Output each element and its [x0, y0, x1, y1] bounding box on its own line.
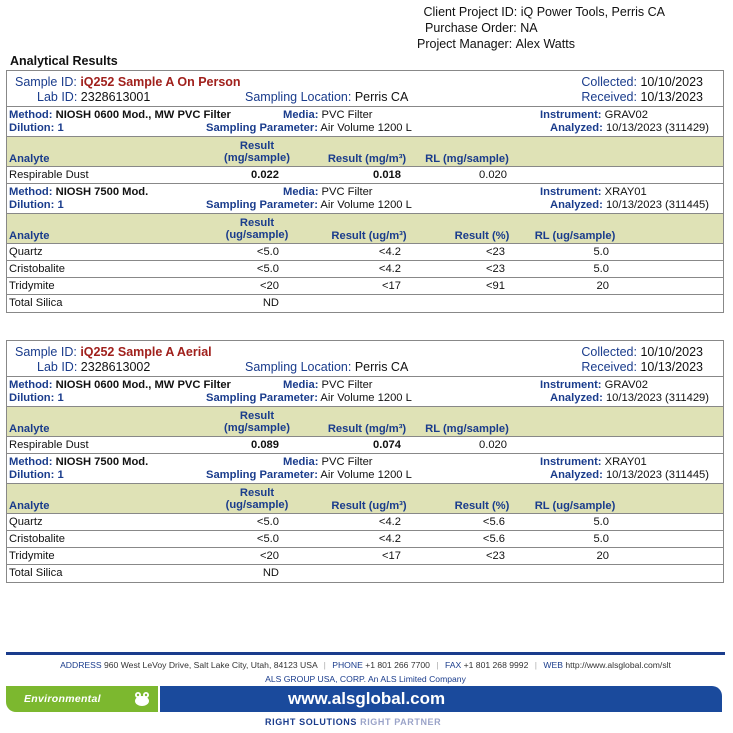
sampling-parameter-value: Air Volume 1200 L: [320, 469, 412, 481]
table-header: [7, 137, 723, 167]
project-manager-row: [417, 36, 665, 52]
purchase-order-value: NA: [520, 21, 538, 35]
client-project-value: iQ Power Tools, Perris CA: [520, 5, 666, 19]
method-row: [7, 107, 723, 137]
table-row: [7, 437, 723, 454]
sampling-parameter-value: Air Volume 1200 L: [320, 392, 412, 404]
tagline-light: RIGHT PARTNER: [360, 717, 442, 727]
result-cell: <5.0: [256, 246, 279, 258]
result-pct-cell: <23: [486, 246, 505, 258]
web-label: WEB: [543, 660, 563, 670]
url-banner: [160, 686, 722, 712]
table-row: [7, 295, 723, 312]
method-label: Method:: [9, 456, 53, 468]
result-cell: <20: [260, 280, 279, 292]
fax-value: +1 801 268 9992: [463, 660, 529, 670]
method-label: Method:: [9, 186, 53, 198]
sampling-parameter-value: Air Volume 1200 L: [320, 199, 412, 211]
sample-header: [7, 341, 723, 377]
fax-label: FAX: [444, 660, 462, 670]
result-m3-header: Result (ug/m³): [331, 230, 407, 242]
instrument-label: Instrument:: [540, 186, 602, 198]
analyte-cell: Quartz: [9, 516, 43, 528]
analyzed-value: 10/13/2023 (311445): [605, 469, 710, 481]
method-row: [7, 454, 723, 484]
sampling-parameter-label: Sampling Parameter:: [206, 199, 318, 211]
result-cell: <5.0: [256, 516, 279, 528]
sampling-location-row: [245, 360, 408, 374]
divider: |: [534, 660, 537, 670]
media-label: Media:: [283, 109, 319, 121]
result-pct-header: Result (%): [454, 230, 510, 242]
sampling-location-row: [245, 90, 408, 104]
analyzed-label: Analyzed:: [550, 199, 603, 211]
received-label: Received:: [581, 90, 637, 104]
analyte-cell: Tridymite: [9, 550, 55, 562]
analyte-cell: Total Silica: [9, 297, 63, 309]
rl-cell: 5.0: [593, 533, 609, 545]
method-row: [7, 184, 723, 214]
website-url[interactable]: www.alsglobal.com: [288, 689, 446, 708]
analyte-cell: Cristobalite: [9, 533, 65, 545]
sampling-location-label: Sampling Location:: [245, 90, 352, 104]
project-manager-value: Alex Watts: [515, 37, 575, 51]
table-row: [7, 167, 723, 184]
media-label: Media:: [283, 379, 319, 391]
result-header-line1: Result: [239, 487, 275, 499]
dilution-value: 1: [57, 392, 64, 404]
lab-id-row: [37, 90, 150, 104]
table-header: [7, 214, 723, 244]
media-value: PVC Filter: [321, 456, 373, 468]
result-cell: <20: [260, 550, 279, 562]
result-pct-cell: <5.6: [482, 516, 505, 528]
result-cell: <5.0: [256, 533, 279, 545]
result-m3-cell: <17: [382, 280, 401, 292]
lab-id-label: Lab ID:: [37, 360, 78, 374]
frog-icon: [132, 690, 152, 708]
media-label: Media:: [283, 186, 319, 198]
result-cell: <5.0: [256, 263, 279, 275]
sampling-location-value: Perris CA: [354, 90, 409, 104]
method-row: [7, 377, 723, 407]
collected-label: Collected:: [581, 75, 637, 89]
web-link[interactable]: http://www.alsglobal.com/slt: [565, 660, 671, 670]
table-row: [7, 244, 723, 261]
analyte-header: Analyte: [9, 500, 50, 512]
result-header: [207, 487, 307, 511]
sample-id-row: [15, 345, 212, 359]
project-manager-label: Project Manager:: [417, 37, 513, 51]
result-m3-cell: 0.018: [373, 169, 401, 181]
table-header: [7, 407, 723, 437]
media-value: PVC Filter: [321, 186, 373, 198]
sample-block: [6, 70, 724, 313]
tagline-bold: RIGHT SOLUTIONS: [265, 717, 357, 727]
analyzed-label: Analyzed:: [550, 392, 603, 404]
analyzed-value: 10/13/2023 (311429): [605, 392, 710, 404]
client-project-label: Client Project ID:: [423, 5, 518, 19]
section-title: Analytical Results: [10, 54, 118, 68]
method-value: NIOSH 0600 Mod., MW PVC Filter: [55, 379, 231, 391]
table-row: [7, 565, 723, 582]
sample-id-value: iQ252 Sample A On Person: [80, 75, 241, 89]
dilution-value: 1: [57, 469, 64, 481]
result-pct-cell: <23: [486, 550, 505, 562]
rl-cell: 0.020: [479, 169, 507, 181]
analyte-header: Analyte: [9, 153, 50, 165]
media-label: Media:: [283, 456, 319, 468]
instrument-label: Instrument:: [540, 456, 602, 468]
result-pct-cell: <91: [486, 280, 505, 292]
analyzed-value: 10/13/2023 (311445): [605, 199, 710, 211]
media-value: PVC Filter: [321, 379, 373, 391]
environmental-banner: [6, 686, 158, 712]
address-label: ADDRESS: [60, 660, 102, 670]
rl-cell: 5.0: [593, 516, 609, 528]
instrument-value: XRAY01: [604, 456, 647, 468]
result-pct-cell: <5.6: [482, 533, 505, 545]
method-value: NIOSH 7500 Mod.: [55, 186, 149, 198]
dilution-label: Dilution:: [9, 122, 55, 134]
rl-cell: 20: [596, 550, 609, 562]
sampling-location-value: Perris CA: [354, 360, 409, 374]
divider: |: [323, 660, 326, 670]
table-header: [7, 484, 723, 514]
footer-rule: [6, 652, 725, 655]
result-header-line1: Result: [239, 140, 275, 152]
result-m3-cell: <4.2: [378, 516, 401, 528]
sample-block: [6, 340, 724, 583]
analyte-cell: Tridymite: [9, 280, 55, 292]
result-m3-cell: 0.074: [373, 439, 401, 451]
lab-id-label: Lab ID:: [37, 90, 78, 104]
result-header: [207, 410, 307, 434]
analyte-cell: Cristobalite: [9, 263, 65, 275]
rl-header: RL (ug/sample): [534, 230, 616, 242]
sampling-parameter-label: Sampling Parameter:: [206, 469, 318, 481]
sampling-location-label: Sampling Location:: [245, 360, 352, 374]
result-header-line1: Result: [239, 410, 275, 422]
rl-cell: 20: [596, 280, 609, 292]
collected-value: 10/10/2023: [640, 75, 703, 89]
analyte-cell: Respirable Dust: [9, 169, 89, 181]
instrument-value: GRAV02: [604, 109, 648, 121]
analyte-cell: Total Silica: [9, 567, 63, 579]
received-row: [581, 360, 703, 374]
sample-id-label: Sample ID:: [15, 345, 77, 359]
method-value: NIOSH 7500 Mod.: [55, 456, 149, 468]
sample-id-value: iQ252 Sample A Aerial: [80, 345, 212, 359]
rl-cell: 5.0: [593, 263, 609, 275]
result-pct-cell: <23: [486, 263, 505, 275]
result-header-line2: (ug/sample): [225, 499, 289, 511]
method-value: NIOSH 0600 Mod., MW PVC Filter: [55, 109, 231, 121]
result-cell: 0.089: [251, 439, 279, 451]
table-row: [7, 261, 723, 278]
purchase-order-row: [420, 20, 665, 36]
result-header-line2: (mg/sample): [224, 422, 290, 434]
client-project-row: [420, 4, 665, 20]
rl-cell: 5.0: [593, 246, 609, 258]
instrument-value: XRAY01: [604, 186, 647, 198]
dilution-value: 1: [57, 199, 64, 211]
analyzed-label: Analyzed:: [550, 469, 603, 481]
table-row: [7, 514, 723, 531]
dilution-label: Dilution:: [9, 392, 55, 404]
footer-address-line: [6, 660, 725, 670]
table-row: [7, 278, 723, 295]
analyzed-label: Analyzed:: [550, 122, 603, 134]
sampling-parameter-label: Sampling Parameter:: [206, 392, 318, 404]
instrument-label: Instrument:: [540, 379, 602, 391]
collected-row: [581, 345, 703, 359]
collected-value: 10/10/2023: [640, 345, 703, 359]
rl-header: RL (ug/sample): [534, 500, 616, 512]
received-value: 10/13/2023: [640, 90, 703, 104]
result-cell: ND: [262, 297, 279, 309]
tagline: [265, 717, 441, 727]
sample-id-row: [15, 75, 241, 89]
result-header: [207, 217, 307, 241]
sampling-parameter-value: Air Volume 1200 L: [320, 122, 412, 134]
received-value: 10/13/2023: [640, 360, 703, 374]
dilution-label: Dilution:: [9, 469, 55, 481]
analyzed-value: 10/13/2023 (311429): [605, 122, 710, 134]
received-row: [581, 90, 703, 104]
result-pct-header: Result (%): [454, 500, 510, 512]
analyte-cell: Respirable Dust: [9, 439, 89, 451]
phone-value: +1 801 266 7700: [365, 660, 430, 670]
collected-row: [581, 75, 703, 89]
analyte-header: Analyte: [9, 423, 50, 435]
analyte-cell: Quartz: [9, 246, 43, 258]
result-cell: ND: [262, 567, 279, 579]
analyte-header: Analyte: [9, 230, 50, 242]
rl-header: RL (mg/sample): [425, 423, 509, 435]
sample-header: [7, 71, 723, 107]
result-m3-cell: <4.2: [378, 533, 401, 545]
result-m3-cell: <4.2: [378, 263, 401, 275]
divider: |: [436, 660, 439, 670]
result-header-line1: Result: [239, 217, 275, 229]
lab-id-value: 2328613002: [80, 360, 151, 374]
table-row: [7, 548, 723, 565]
table-row: [7, 531, 723, 548]
method-label: Method:: [9, 109, 53, 121]
footer-corp: ALS GROUP USA, CORP. An ALS Limited Company: [265, 674, 466, 684]
result-cell: 0.022: [251, 169, 279, 181]
rl-header: RL (mg/sample): [425, 153, 509, 165]
lab-id-row: [37, 360, 150, 374]
report-header: [417, 4, 666, 52]
dilution-value: 1: [57, 122, 64, 134]
lab-id-value: 2328613001: [80, 90, 151, 104]
purchase-order-label: Purchase Order:: [425, 21, 517, 35]
result-m3-cell: <4.2: [378, 246, 401, 258]
result-header-line2: (ug/sample): [225, 229, 289, 241]
rl-cell: 0.020: [479, 439, 507, 451]
media-value: PVC Filter: [321, 109, 373, 121]
instrument-value: GRAV02: [604, 379, 648, 391]
result-m3-cell: <17: [382, 550, 401, 562]
environmental-label: Environmental: [24, 693, 101, 705]
sample-id-label: Sample ID:: [15, 75, 77, 89]
instrument-label: Instrument:: [540, 109, 602, 121]
result-m3-header: Result (ug/m³): [331, 500, 407, 512]
phone-label: PHONE: [332, 660, 363, 670]
result-m3-header: Result (mg/m³): [327, 153, 407, 165]
collected-label: Collected:: [581, 345, 637, 359]
sampling-parameter-label: Sampling Parameter:: [206, 122, 318, 134]
method-label: Method:: [9, 379, 53, 391]
result-m3-header: Result (mg/m³): [327, 423, 407, 435]
result-header-line2: (mg/sample): [224, 152, 290, 164]
address-value: 960 West LeVoy Drive, Salt Lake City, Utah, 84123 USA: [104, 660, 318, 670]
result-header: [207, 140, 307, 164]
dilution-label: Dilution:: [9, 199, 55, 211]
received-label: Received:: [581, 360, 637, 374]
